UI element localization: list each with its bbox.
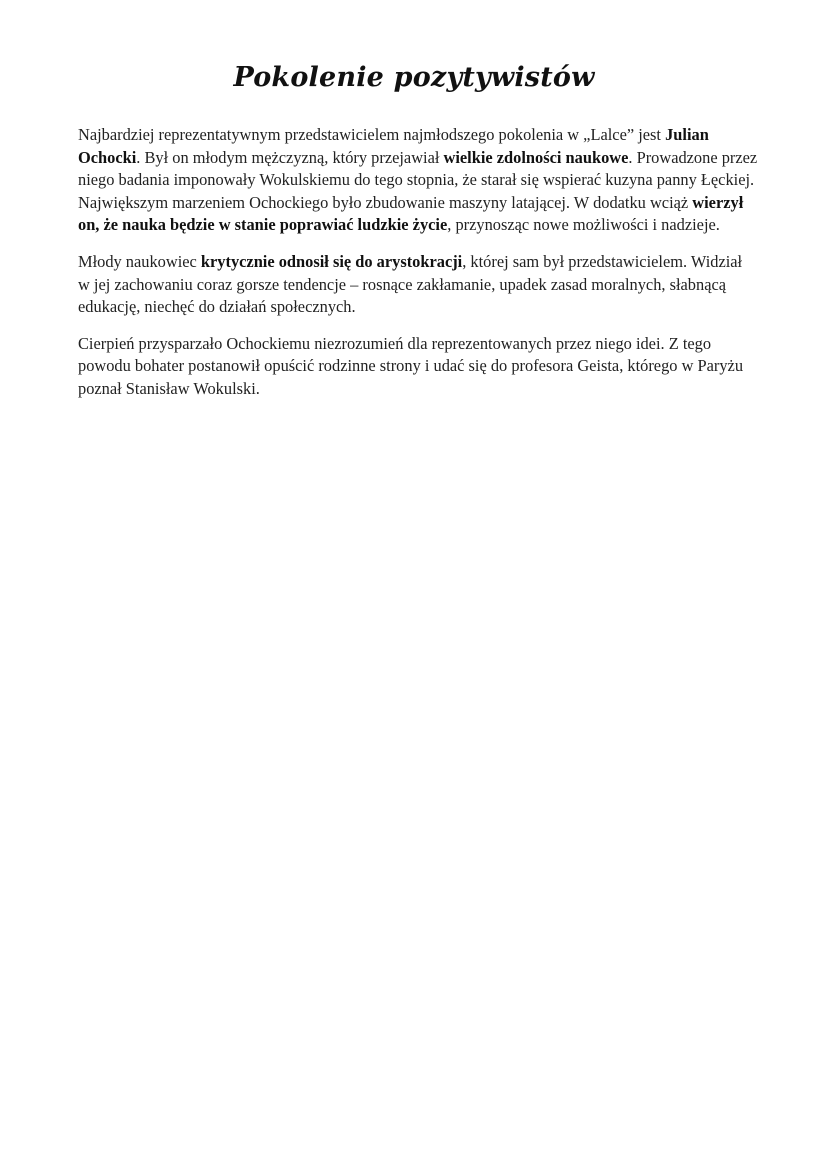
text-run: Najbardziej reprezentatywnym przedstawicielem najmłodszego pokolenia w „Lalce” jest xyxy=(78,125,666,144)
bold-text-run: Julian Ochocki xyxy=(78,125,709,167)
text-run: Młody naukowiec xyxy=(78,251,201,271)
text-run: , której sam był przedstawicielem. Widział w jej zachowaniu coraz gorsze tendencje – rosnące zakłamanie, upadek zasad moralnych, słabnącą edukację, niechęć do działań społecznych. xyxy=(78,251,743,317)
paragraph xyxy=(78,251,758,319)
text-run: Cierpień przysparzało Ochockiemu niezrozumień dla reprezentowanych przez niego idei. Z tego powodu bohater postanowił opuścić rodzinne strony i udać się do profesora Geista, którego w Paryżu poznał Stanisław Wokulski. xyxy=(78,333,744,398)
text-run: , przynosząc nowe możliwości i nadzieje. xyxy=(447,215,720,235)
document-title: Pokolenie pozytywistów xyxy=(233,62,595,93)
bold-text-run: wierzył on, że nauka będzie w stanie poprawiać ludzkie życie xyxy=(78,192,744,235)
paragraph xyxy=(78,333,758,401)
bold-text-run: wielkie zdolności naukowe xyxy=(443,147,629,167)
text-run: . Prowadzone przez niego badania imponowały Wokulskiemu do tego stopnia, że starał się wspierać kuzyna panny Łęckiej. Największym marzeniem Ochockiego było zbudowanie maszyny latającej. W dodatku wciąż xyxy=(78,147,758,212)
document-body xyxy=(78,124,758,415)
paragraph xyxy=(78,124,758,237)
text-run: . Był on młodym mężczyzną, który przejawiał xyxy=(136,147,444,167)
bold-text-run: krytycznie odnosił się do arystokracji xyxy=(200,251,463,271)
